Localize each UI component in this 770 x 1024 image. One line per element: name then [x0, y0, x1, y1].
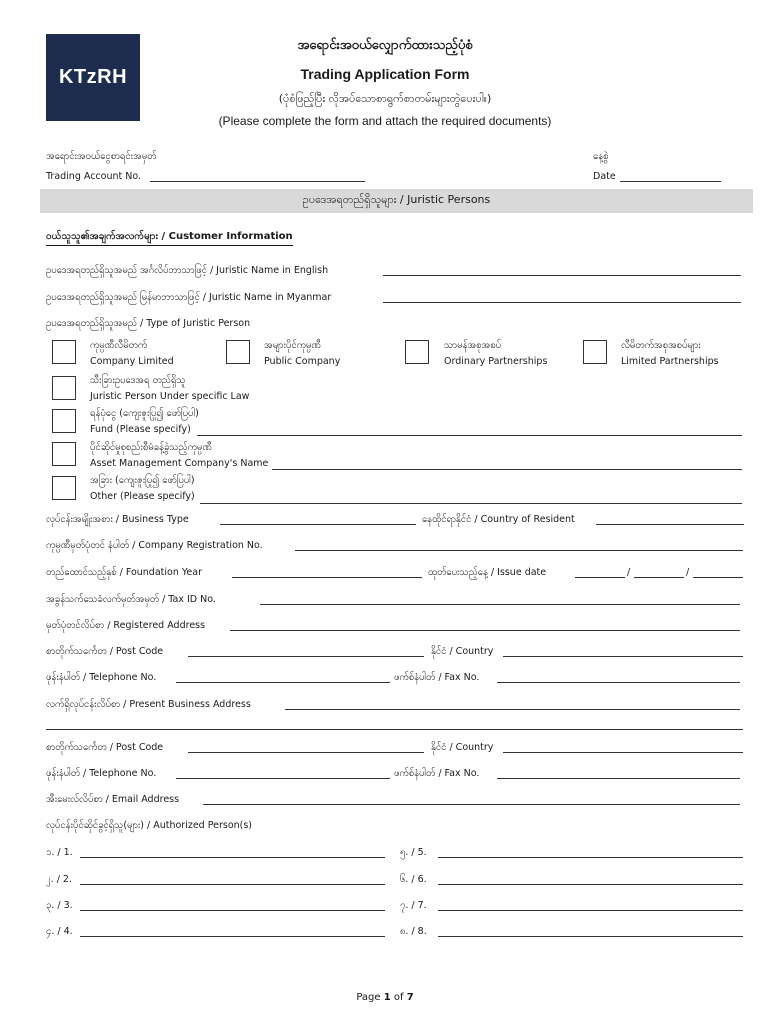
section-band-title: ဥပဒေအရတည်ရှိသူများ / Juristic Persons [302, 193, 491, 206]
fax-field-2[interactable] [497, 778, 740, 779]
juristic-type-label: ဥပဒေအရတည်ရှိသူအမည် / Type of Juristic Person [46, 318, 251, 329]
company-limited-checkbox[interactable] [52, 340, 76, 364]
person-6-field[interactable] [438, 884, 743, 885]
country-label: နိုင်ငံ / Country [431, 646, 494, 657]
type-label-en: Juristic Person Under specific Law [90, 391, 250, 402]
tax-id-field[interactable] [260, 604, 740, 605]
telephone-label: ဖုန်းနံပါတ် / Telephone No. [46, 672, 157, 683]
type-label-en: Public Company [264, 356, 341, 367]
fund-label [90, 406, 199, 438]
foundation-year-label: တည်ထောင်သည့်နှစ် / Foundation Year [46, 567, 202, 578]
juristic-name-mm-label: ဥပဒေအရတည်ရှိသူအမည် မြန်မာဘာသာဖြင့် / Juristic Name in Myanmar [46, 292, 332, 303]
type-label-mm: သီးခြားဥပဒေအရ တည်ရှိသူ [90, 375, 186, 386]
date-separator: / [627, 567, 631, 578]
present-address-line2-field[interactable] [46, 729, 743, 730]
issue-date-day-field[interactable] [575, 577, 625, 578]
authorized-persons-label: လုပ်ငန်းပိုင်ဆိုင်ခွင့်ရှိသူ(များ) / Authorized Person(s) [46, 820, 253, 831]
fax-label: ဖက်စ်နံပါတ် / Fax No. [394, 672, 480, 683]
fax-field[interactable] [497, 682, 740, 683]
account-label: Trading Account No. [46, 171, 142, 182]
post-code-label: စာတိုက်သင်္ကေတ / Post Code [46, 742, 164, 753]
issue-date-year-field[interactable] [693, 577, 743, 578]
post-code-field-2[interactable] [188, 752, 424, 753]
country-resident-label: နေထိုင်ရာနိုင်ငံ / Country of Resident [422, 514, 575, 525]
type-label-en: Company Limited [90, 356, 174, 367]
email-field[interactable] [203, 804, 740, 805]
person-2-field[interactable] [80, 884, 385, 885]
limited-partnerships-checkbox[interactable] [583, 340, 607, 364]
registered-address-field[interactable] [230, 630, 740, 631]
type-label-mm: အခြား (ကျေးဇူးပြု၍ ဖော်ပြပါ) [90, 475, 195, 486]
public-company-label [264, 338, 340, 370]
type-label-en: Limited Partnerships [621, 356, 719, 367]
specific-law-label [90, 373, 249, 405]
date-label-myanmar: နေ့စွဲ [593, 151, 609, 162]
asset-management-checkbox[interactable] [52, 442, 76, 466]
type-label-mm: ရန်ပုံငွေ (ကျေးဇူးပြု၍ ဖော်ပြပါ) [90, 408, 199, 419]
person-number-label: ၃. / 3. [46, 900, 73, 911]
public-company-checkbox[interactable] [226, 340, 250, 364]
form-note: (Please complete the form and attach the required documents) [218, 114, 552, 128]
page-number: 1 [383, 992, 391, 1003]
page-indicator [0, 992, 770, 1003]
post-code-label: စာတိုက်သင်္ကေတ / Post Code [46, 646, 164, 657]
juristic-name-en-field[interactable] [383, 275, 741, 276]
section-band [40, 189, 753, 213]
present-address-field[interactable] [285, 709, 740, 710]
type-label-en: Other (Please specify) [90, 491, 195, 502]
person-number-label: ၁. / 1. [46, 847, 73, 858]
date-label: Date [593, 171, 616, 182]
ordinary-partnerships-label [444, 338, 547, 370]
fund-checkbox[interactable] [52, 409, 76, 433]
fax-label: ဖက်စ်နံပါတ် / Fax No. [394, 768, 480, 779]
person-number-label: ၅. / 5. [400, 847, 427, 858]
type-label-mm: လီမိတက်အစုအစပ်များ [621, 340, 701, 351]
type-label-mm: ပိုင်ဆိုင်မှုစုစည်းစီမံခန့်ခွဲသည့်ကုမ္ပဏီ [90, 442, 212, 453]
juristic-name-en-label: ဥပဒေအရတည်ရှိသူအမည် အင်္ဂလိပ်ဘာသာဖြင့် / Juristic Name in English [46, 265, 329, 276]
person-7-field[interactable] [438, 910, 743, 911]
date-separator: / [686, 567, 690, 578]
account-number-field[interactable] [150, 181, 365, 182]
telephone-field-2[interactable] [176, 778, 390, 779]
person-1-field[interactable] [80, 857, 385, 858]
other-specify-field[interactable] [200, 503, 742, 504]
specific-law-checkbox[interactable] [52, 376, 76, 400]
tax-id-label: အခွန်သက်သေခံလက်မှတ်အမှတ် / Tax ID No. [46, 594, 216, 605]
juristic-name-mm-field[interactable] [383, 302, 741, 303]
telephone-label: ဖုန်းနံပါတ် / Telephone No. [46, 768, 157, 779]
person-3-field[interactable] [80, 910, 385, 911]
form-note-myanmar: (ပုံစံဖြည့်ပြီး လိုအပ်သောစာရွက်စာတမ်းများတွဲပေးပါ။) [278, 92, 492, 105]
post-code-field[interactable] [188, 656, 424, 657]
type-label-mm: သာမန်အစုအစပ် [444, 340, 501, 351]
fund-specify-field[interactable] [197, 435, 742, 436]
page-prefix: Page [356, 992, 381, 1003]
ordinary-partnerships-checkbox[interactable] [405, 340, 429, 364]
form-title: Trading Application Form [300, 66, 470, 82]
type-label-mm: အများပိုင်ကုမ္ပဏီ [264, 340, 321, 351]
form-title-myanmar: အရောင်းအဝယ်လျှောက်ထားသည့်ပုံစံ [297, 38, 473, 53]
limited-partnerships-label [621, 338, 719, 370]
type-label-en: Asset Management Company's Name [90, 458, 269, 469]
person-8-field[interactable] [438, 936, 743, 937]
company-reg-field[interactable] [295, 550, 743, 551]
country-resident-field[interactable] [596, 524, 744, 525]
business-type-label: လုပ်ငန်းအမျိုးအစား / Business Type [46, 514, 189, 525]
person-number-label: ၄. / 4. [46, 926, 73, 937]
country-field[interactable] [503, 656, 743, 657]
person-number-label: ၆. / 6. [400, 874, 427, 885]
registered-address-label: မှတ်ပုံတင်လိပ်စာ / Registered Address [46, 620, 206, 631]
present-address-label: လက်ရှိလုပ်ငန်းလိပ်စာ / Present Business Address [46, 699, 251, 710]
company-reg-label: ကုမ္ပဏီမှတ်ပုံတင် နံပါတ် / Company Registration No. [46, 540, 263, 551]
other-label [90, 473, 195, 505]
asset-management-label [90, 440, 268, 472]
email-label: အီးမေးလ်လိပ်စာ / Email Address [46, 794, 180, 805]
person-4-field[interactable] [80, 936, 385, 937]
other-checkbox[interactable] [52, 476, 76, 500]
company-logo [46, 34, 140, 121]
country-field-2[interactable] [503, 752, 743, 753]
business-type-field[interactable] [220, 524, 416, 525]
telephone-field[interactable] [176, 682, 390, 683]
type-label-en: Fund (Please specify) [90, 424, 191, 435]
person-5-field[interactable] [438, 857, 743, 858]
issue-date-label: ထုတ်ပေးသည့်နေ့ / Issue date [428, 567, 547, 578]
account-label-myanmar: အရောင်းအဝယ်ငွေစာရင်းအမှတ် [46, 151, 157, 162]
company-limited-label [90, 338, 174, 370]
logo-text: KTzRH [58, 66, 128, 88]
type-label-en: Ordinary Partnerships [444, 356, 548, 367]
page-total: 7 [406, 992, 414, 1003]
asset-management-name-field[interactable] [272, 469, 742, 470]
issue-date-month-field[interactable] [634, 577, 684, 578]
person-number-label: ၈. / 8. [400, 926, 427, 937]
date-field[interactable] [620, 181, 721, 182]
foundation-year-field[interactable] [232, 577, 422, 578]
customer-info-heading: ဝယ်သူသူ၏အချက်အလက်များ / Customer Information [46, 229, 293, 246]
person-number-label: ၇. / 7. [400, 900, 427, 911]
country-label: နိုင်ငံ / Country [431, 742, 494, 753]
type-label-mm: ကုမ္ပဏီလီမိတက် [90, 340, 148, 351]
page-of: of [393, 992, 404, 1003]
person-number-label: ၂. / 2. [46, 874, 72, 885]
